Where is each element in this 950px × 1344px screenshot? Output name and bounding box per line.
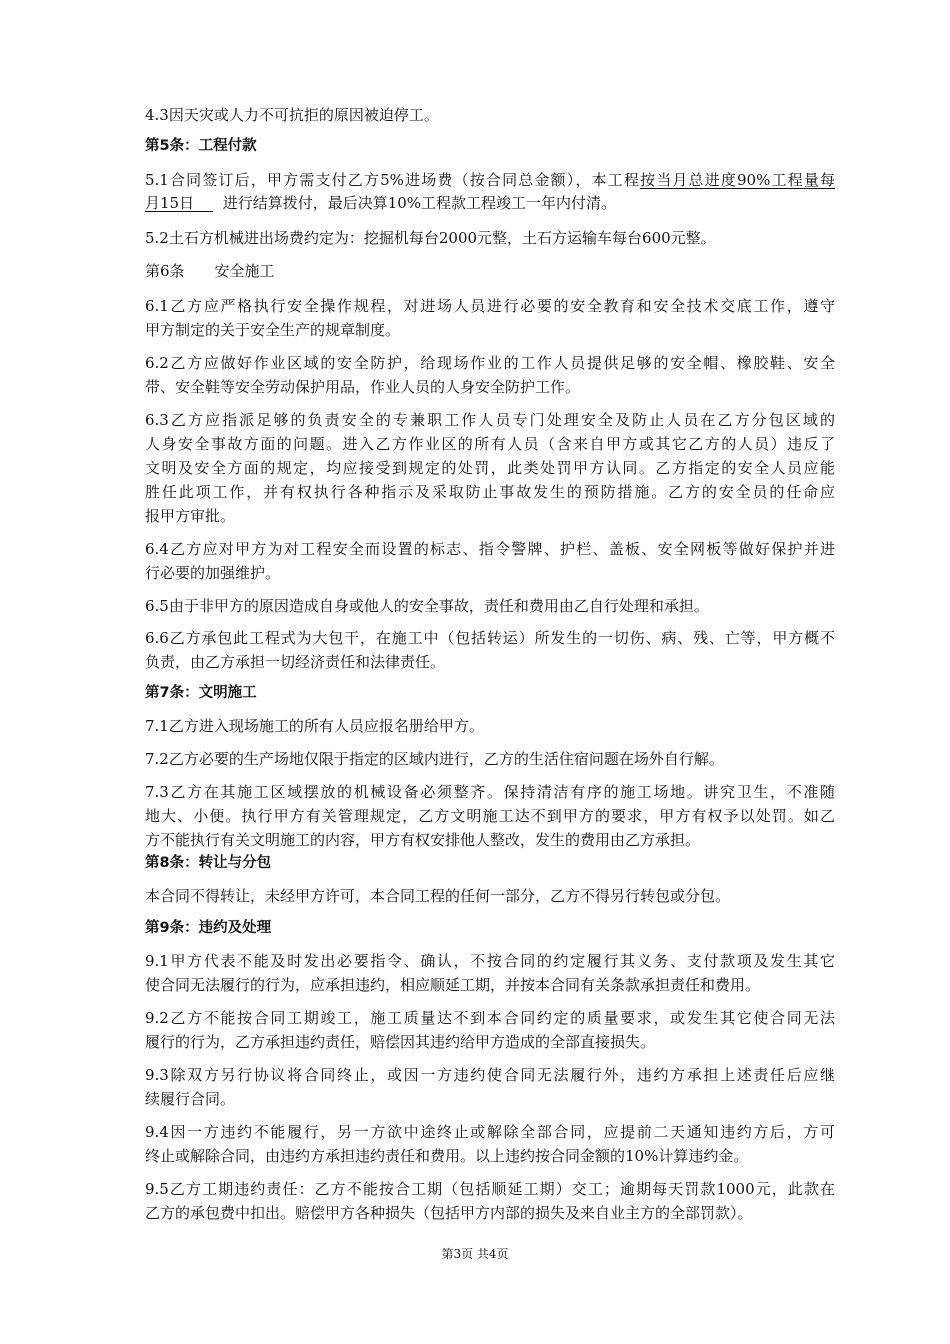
section-9-heading: 第9条：违约及处理 (145, 920, 272, 936)
clause-7-3-line-1: 7.3乙方在其施工区域摆放的机械设备必须整齐。保持清洁有序的施工场地。讲究卫生，不准随 (145, 783, 835, 801)
clause-9-2-line-1: 9.2乙方不能按合同工期竣工，施工质量达不到本合同约定的质量要求，或发生其它使合同无法 (145, 1009, 835, 1027)
section-8-heading: 第8条：转让与分包 (145, 855, 272, 871)
clause-6-2-line-1: 6.2乙方应做好作业区域的安全防护，给现场作业的工作人员提供足够的安全帽、橡胶鞋、安全 (145, 354, 835, 372)
clause-7-2: 7.2乙方必要的生产场地仅限于指定的区域内进行，乙方的生活住宿问题在场外自行解。 (145, 750, 724, 768)
section-6-number: 第6条 (145, 262, 185, 280)
clause-9-4-line-2: 终止或解除合同，由违约方承担违约责任和费用。以上违约按合同金额的10%计算违约金。 (145, 1147, 749, 1165)
section-6-heading (145, 261, 835, 281)
clause-6-2-line-2: 带、安全鞋等安全劳动保护用品，作业人员的人身安全防护工作。 (145, 378, 581, 396)
clause-9-5-line-2: 乙方的承包费中扣出。赔偿甲方各种损失（包括甲方内部的损失及来自业主方的全部罚款）。 (145, 1204, 753, 1222)
clause-5-2: 5.2土石方机械进出场费约定为：挖掘机每台2000元整，土石方运输车每台600元整。 (145, 229, 716, 247)
clause-9-1-line-1: 9.1甲方代表不能及时发出必要指令、确认，不按合同的约定履行其义务、支付款项及发生其它 (145, 952, 835, 970)
clause-6-3-line-4: 胜任此项工作，并有权执行各种指示及采取防止事故发生的预防措施。乙方的安全员的任命应 (145, 483, 835, 501)
clause-6-4-line-2: 行必要的加强维护。 (145, 564, 281, 582)
clause-5-1-text: 5.1合同签订后，甲方需支付乙方5%进场费（按合同总金额），本工程 (145, 171, 641, 189)
clause-7-1: 7.1乙方进入现场施工的所有人员应报名册给甲方。 (145, 717, 484, 735)
clause-6-1-line-2: 甲方制定的关于安全生产的规章制度。 (145, 321, 401, 339)
underline-blank (194, 194, 213, 212)
clause-7-3-line-3: 方不能执行有关文明施工的内容，甲方有权安排他人整改，发生的费用由乙方承担。 (145, 831, 701, 849)
clause-9-3-line-1: 9.3除双方另行协议将合同终止，或因一方违约使合同无法履行外，违约方承担上述责任后应继 (145, 1066, 835, 1084)
clause-5-1-underlined-date: 月15日 (145, 194, 195, 212)
clause-6-3-line-3: 文明及安全方面的规定，均应接受到规定的处罚，此类处罚甲方认同。乙方指定的安全人员应能 (145, 459, 835, 477)
clause-4-3: 4.3因天灾或人力不可抗拒的原因被迫停工。 (145, 106, 439, 124)
clause-6-4-line-1: 6.4乙方应对甲方为对工程安全而设置的标志、指令警牌、护栏、盖板、安全网板等做好保护并进 (145, 540, 835, 558)
clause-6-3-line-5: 报甲方审批。 (145, 507, 236, 525)
section-8-text: 本合同不得转让，未经甲方许可，本合同工程的任何一部分，乙方不得另行转包或分包。 (145, 887, 731, 905)
clause-9-2-line-2: 履行的行为，乙方承担违约责任，赔偿因其违约给甲方造成的全部直接损失。 (145, 1033, 656, 1051)
section-7-heading: 第7条：文明施工 (145, 685, 257, 701)
section-5-heading: 第5条：工程付款 (145, 138, 257, 154)
clause-9-4-line-1: 9.4因一方违约不能履行，另一方欲中途终止或解除全部合同，应提前二天通知违约方后，方可 (145, 1123, 835, 1141)
clause-5-1-line-2 (145, 193, 835, 213)
clause-6-6-line-1: 6.6乙方承包此工程式为大包干，在施工中（包括转运）所发生的一切伤、病、残、亡等，甲方概不 (145, 629, 835, 647)
clause-9-3-line-2: 续履行合同。 (145, 1090, 236, 1108)
clause-5-1-underlined: 按当月总进度90%工程量每 (640, 171, 835, 189)
clause-6-3-line-2: 人身安全事故方面的问题。进入乙方作业区的所有人员（含来自甲方或其它乙方的人员）违反了 (145, 435, 835, 453)
clause-9-1-line-2: 使合同无法履行的行为，应承担违约，相应顺延工期，并按本合同有关条款承担责任和费用。 (145, 976, 761, 994)
clause-9-5-line-1: 9.5乙方工期违约责任：乙方不能按合工期（包括顺延工期）交工；逾期每天罚款1000元，此款在 (145, 1180, 835, 1198)
clause-6-5: 6.5由于非甲方的原因造成自身或他人的安全事故，责任和费用由乙自行处理和承担。 (145, 597, 709, 615)
clause-6-3-line-1: 6.3乙方应指派足够的负责安全的专兼职工作人员专门处理安全及防止人员在乙方分包区域的 (145, 411, 835, 429)
clause-6-6-line-2: 负责，由乙方承担一切经济责任和法律责任。 (145, 653, 446, 671)
clause-5-1-line-1 (145, 170, 835, 190)
page-footer: 第3页 共4页 (441, 1247, 509, 1261)
clause-7-3-line-2: 地大、小便。执行甲方有关管理规定，乙方文明施工达不到甲方的要求，甲方有权予以处罚。如乙 (145, 807, 835, 825)
section-6-title: 安全施工 (214, 262, 275, 280)
clause-5-1-text-2: 进行结算拨付，最后决算10%工程款工程竣工一年内付清。 (222, 194, 617, 212)
clause-6-1-line-1: 6.1乙方应严格执行安全操作规程，对进场人员进行必要的安全教育和安全技术交底工作，遵守 (145, 297, 835, 315)
